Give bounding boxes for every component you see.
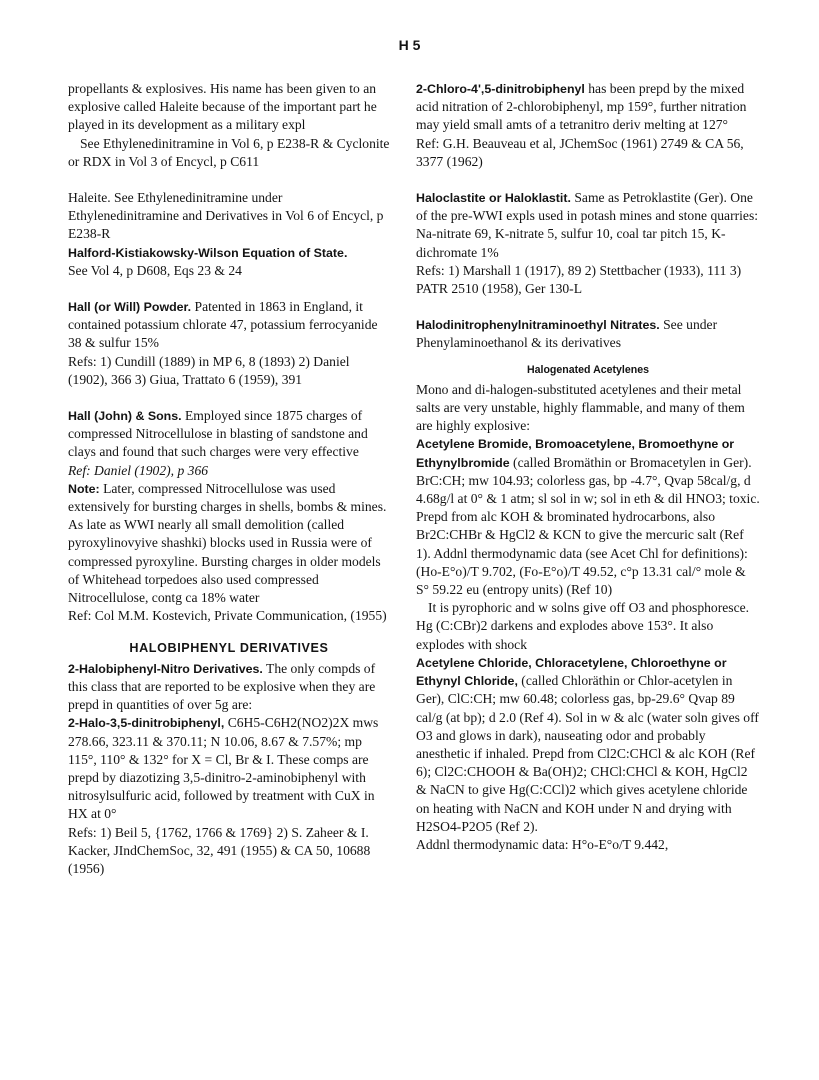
halodinitrophenyl-body: See under Phenylaminoethanol & its derivatives [416,317,718,351]
chloro-dinitrobiphenyl-ref: Ref: G.H. Beauveau et al, JChemSoc (1961) 2749 & CA 56, 3377 (1962) [416,135,744,169]
entry-haloclastite [416,189,760,262]
entry-hall-john [68,407,390,462]
hall-john-heading: Hall (John) & Sons. [68,409,182,424]
hall-powder-refs: Refs: 1) Cundill (1889) in MP 6, 8 (1893) 2) Daniel (1902), 366 3) Giua, Trattato 6 (1959), 391 [68,353,350,387]
acetylene-bromide-paragraph: It is pyrophoric and w solns give off O3 and phosphoresce. Hg (C:CBr)2 darkens and explodes above 153°. It also explodes with shock [416,600,750,652]
hall-powder-body: Patented in 1863 in England, it contained potassium chlorate 47, potassium ferrocyanide 38 & sulfur 15% [68,299,378,351]
halo-dinitrobiphenyl-heading: 2-Halo-3,5-dinitrobiphenyl, [68,716,225,731]
acetylene-bromide-heading: Acetylene Bromide, Bromoacetylene, Bromoethyne or Ethynylbromide [416,437,735,470]
right-column [416,80,760,854]
halobiphenyl-nitro-body: The only compds of this class that are reported to be explosive when they are prepd in quantities of over 5g are: [68,660,376,713]
halo-dinitrobiphenyl-refs: Refs: 1) Beil 5, {1762, 1766 & 1769} 2) S. Zaheer & I. Kacker, JIndChemSoc, 32, 491 (1955) & CA 50, 10688 (1956) [68,824,371,876]
haloclastite-refs: Refs: 1) Marshall 1 (1917), 89 2) Stettbacher (1933), 111 3) PATR 2510 (1958), Ger 130-L [416,262,742,297]
acetylene-bromide-body: (called Bromäthin or Bromacetylen in Ger). BrC:CH; mw 104.93; colorless gas, bp -4.7°, Qvap 58cal/g, d 4.68g/l at 0° & 1 atm; sl sol in w; sol in eth & dil HNO3; toxic. Prepd from alc KOH & brominated hydrocarbons, also Br2C:CHBr & HgCl2 & KCN to give the mercuric salt (Ref 1). Addnl thermodynamic data (see Acet Chl for definitions): (Ho-E°o)/T 9.702, (Fo-E°o)/T 49.52, c°p 13.31 cal/° mole & S° 59.22 eu (entropy units) (Ref 10) [416,454,760,598]
acetylene-chloride-body: (called Chloräthin or Chlor-acetylen in Ger), ClC:CH; mw 60.48; colorless gas, bp-29.6° Qvap 89 cal/g (at bp); d 2.0 (Ref 4). Sol in w & alc (water soln gives off O3 and glows in dark), nauseating odor and probably anesthetic if inhaled. Prepd from Cl2C:CHCl & alc KOH (Ref 6); Cl2C:CHOOH & Ba(OH)2; CHCl:CHCl & KOH, HgCl2 & NaCN to give Hg(C:CCl)2 which gives acetylene chloride on heating with NaCN and KOH under N and drying with H2SO4-P2O5 (Ref 2). [416,673,759,834]
page-header: H 5 [398,37,421,53]
halo-dinitrobiphenyl-body: C6H5-C6H2(NO2)2X mws 278.66, 323.11 & 370.11; N 10.06, 8.67 & 7.57%; mp 115°, 110° & 132° for X = Cl, Br & I. These comps are prepd by diazotizing 3,5-dinitro-2-aminobiphenyl with nitrosylsulfuric acid, followed by treatment with CuX in HX at 0° [68,715,379,822]
entry-acetylene-chloride [416,654,760,836]
note-ref: Ref: Col M.M. Kostevich, Private Communication, (1955) [68,608,387,624]
hkw-body: See Vol 4, p D608, Eqs 23 & 24 [68,262,242,278]
entry-haleite: Haleite. See Ethylenedinitramine under Ethylenedinitramine and Derivatives in Vol 6 of Encycl, p E238-R [68,190,384,242]
left-column [68,80,390,878]
entry-acetylene-bromide [416,435,760,599]
see-reference: See Ethylenedinitramine in Vol 6, p E238-R & Cyclonite or RDX in Vol 3 of Encycl, p C611 [68,135,390,169]
paragraph-explosive-haleite: propellants & explosives. His name has been given to an explosive called Haleite because of the important part he played in its development as a military expl [68,81,377,133]
haloclastite-heading: Haloclastite or Haloklastit. [416,191,571,206]
entry-halobiphenyl-nitro [68,660,390,715]
subsection-title-halogenated-acetylenes: Halogenated Acetylenes [526,363,650,376]
hkw-heading: Halford-Kistiakowsky-Wilson Equation of State. [68,245,348,260]
note-body: Later, compressed Nitrocellulose was used extensively for bursting charges in shells, bombs & mines. As late as WWI nearly all small demolition (called pyroxylinovyive shashki) blocks used in Russia were of compressed pyroxyline. Bursting charges in older models of Whitehead torpedoes also used compressed Nitrocellulose, contg ca 18% water [68,480,387,606]
thermodynamic-data-line: Addnl thermodynamic data: H°o-E°o/T 9.442, [416,836,669,852]
hall-powder-heading: Hall (or Will) Powder. [68,300,192,315]
entry-halo-dinitrobiphenyl [68,714,390,823]
note [68,480,390,607]
hall-john-ref: Ref: Daniel (1902), p 366 [68,462,209,478]
entry-hall-powder [68,298,390,353]
haloclastite-body: Same as Petroklastite (Ger). One of the pre-WWI expls used in potash mines and stone quarries: Na-nitrate 69, K-nitrate 5, sulfur 10, coal tar pitch 15, K-dichromate 1% [416,190,759,260]
halodinitrophenyl-heading: Halodinitrophenylnitraminoethyl Nitrates. [416,318,660,333]
note-heading: Note: [68,481,100,496]
acetylene-chloride-heading: Acetylene Chloride, Chloracetylene, Chloroethyne or Ethynyl Chloride, [416,655,727,689]
section-title-halobiphenyl: HALOBIPHENYL DERIVATIVES [129,641,329,656]
halobiphenyl-nitro-heading: 2-Halobiphenyl-Nitro Derivatives. [68,661,263,676]
hall-john-body: Employed since 1875 charges of compressed Nitrocellulose in blasting of sandstone and clays and found that such charges were very effective [68,408,368,460]
entry-chloro-dinitrobiphenyl [416,80,760,135]
entry-hkw [68,244,390,280]
chloro-dinitrobiphenyl-heading: 2-Chloro-4',5-dinitrobiphenyl [416,82,585,96]
entry-halodinitrophenyl [416,316,760,352]
acetylenes-intro: Mono and di-halogen-substituted acetylenes and their metal salts are very unstable, highly flammable, and many of them are highly explosive: [416,381,745,434]
chloro-dinitrobiphenyl-body: has been prepd by the mixed acid nitration of 2-chlorobiphenyl, mp 159°, further nitration may yield small amts of a tetranitro deriv melting at 127° [416,81,747,133]
